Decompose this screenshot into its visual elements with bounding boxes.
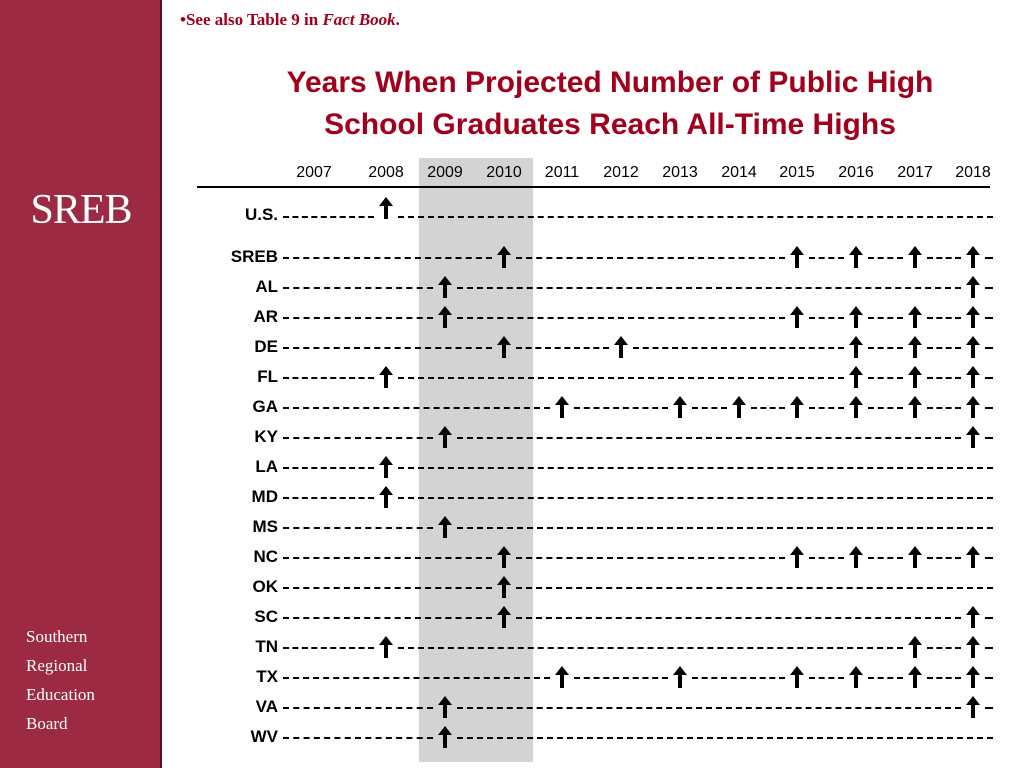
dash-line [283,216,374,218]
all-time-high-arrow-icon [849,666,863,688]
row-label-fl: FL [257,367,278,386]
dash-line [809,557,844,559]
all-time-high-arrow-icon [966,606,980,628]
note-prefix: •See also Table 9 in [180,10,323,29]
all-time-high-arrow-icon [497,576,511,598]
all-time-high-arrow-icon [908,396,922,418]
all-time-high-arrow-icon [790,246,804,268]
dash-line [985,377,993,379]
all-time-high-arrow-icon [438,696,452,718]
dash-line [868,677,903,679]
dash-line [868,257,903,259]
year-header-2017: 2017 [897,164,933,181]
dash-line [868,347,903,349]
all-time-high-arrow-icon [497,606,511,628]
row-label-md: MD [251,487,278,506]
dash-line [927,377,961,379]
row-label-de: DE [254,337,278,356]
row-label-nc: NC [253,547,278,566]
row-label-sc: SC [254,607,278,626]
all-time-high-arrow-icon [790,396,804,418]
year-header-2007: 2007 [296,164,332,181]
dash-line [985,347,993,349]
dash-line [985,257,993,259]
dash-line [985,437,993,439]
all-time-high-arrow-icon [966,636,980,658]
dash-line [809,407,844,409]
dash-line [985,287,993,289]
all-time-high-arrow-icon [966,666,980,688]
dash-line [398,467,993,469]
all-time-high-arrow-icon [966,426,980,448]
year-header-2018: 2018 [955,164,991,181]
dash-line [398,377,844,379]
dash-line [927,317,961,319]
dash-line [457,707,961,709]
dash-line [283,257,492,259]
all-time-high-arrow-icon [849,306,863,328]
row-label-la: LA [255,457,278,476]
all-time-high-arrow-icon [966,366,980,388]
dash-line [398,497,993,499]
year-header-2015: 2015 [779,164,815,181]
all-time-high-arrow-icon [790,306,804,328]
all-time-high-arrow-icon [497,336,511,358]
row-label-va: VA [255,697,278,716]
title-line: School Graduates Reach All-Time Highs [324,108,896,141]
dash-line [516,557,785,559]
slide-title [200,62,1020,146]
dash-line [398,647,903,649]
dash-line [985,647,993,649]
dash-line [574,407,668,409]
all-time-high-arrow-icon [908,306,922,328]
dash-line [457,437,961,439]
all-time-high-arrow-icon [966,246,980,268]
note-suffix: . [395,10,400,29]
row-label-ok: OK [252,577,278,596]
all-time-high-arrow-icon [966,546,980,568]
all-time-high-arrow-icon [908,246,922,268]
dash-line [927,407,961,409]
dash-line [398,216,993,218]
all-time-high-arrow-icon [966,396,980,418]
all-time-high-arrow-icon [908,636,922,658]
dash-line [516,617,961,619]
dash-line [457,317,785,319]
dash-line [927,557,961,559]
dash-line [927,347,961,349]
dash-line [283,497,374,499]
dash-line [692,407,727,409]
all-time-high-arrow-icon [849,366,863,388]
all-time-high-arrow-icon [966,696,980,718]
all-time-high-arrow-icon [732,396,746,418]
dash-line [283,287,433,289]
title-line: Years When Projected Number of Public High [286,66,934,99]
all-time-high-arrow-icon [497,546,511,568]
dash-line [868,557,903,559]
note-book-title: Fact Book [322,10,396,29]
all-time-high-arrow-icon [966,336,980,358]
row-label-sreb: SREB [230,247,278,266]
dash-line [751,407,785,409]
all-time-high-arrow-icon [379,636,393,658]
reference-note [180,10,400,30]
dash-line [283,347,492,349]
row-label-ky: KY [254,427,278,446]
year-header-2012: 2012 [603,164,639,181]
all-time-high-arrow-icon [438,726,452,748]
year-header-2013: 2013 [662,164,698,181]
dash-line [927,647,961,649]
header-rule [197,186,990,188]
dash-line [457,527,993,529]
dash-line [283,377,374,379]
org-line: Education [26,685,95,704]
all-time-high-arrow-icon [614,336,628,358]
org-line: Southern [26,627,88,646]
dash-line [283,707,433,709]
all-time-high-arrow-icon [438,426,452,448]
brand-name: SREB [30,187,132,233]
all-time-high-arrow-icon [438,516,452,538]
dash-line [985,677,993,679]
all-time-high-arrow-icon [908,666,922,688]
dash-line [283,527,433,529]
dash-line [283,437,433,439]
dash-line [868,317,903,319]
dash-line [809,317,844,319]
all-time-high-arrow-icon [908,546,922,568]
dash-line [283,677,550,679]
all-time-high-arrow-icon [379,366,393,388]
dash-line [868,377,903,379]
row-label-wv: WV [250,727,278,746]
year-header-2016: 2016 [838,164,874,181]
dash-line [516,587,993,589]
all-time-high-arrow-icon [790,546,804,568]
dash-line [809,257,844,259]
all-time-high-arrow-icon [379,456,393,478]
all-time-high-arrow-icon [849,396,863,418]
all-time-high-arrow-icon [673,396,687,418]
row-label-us: U.S. [244,205,278,224]
dash-line [516,347,609,349]
dash-line [868,407,903,409]
dash-line [457,737,993,739]
all-time-high-arrow-icon [908,336,922,358]
organization-name [26,622,95,738]
all-time-high-arrow-icon [438,306,452,328]
all-time-high-arrow-icon [673,666,687,688]
all-time-high-arrow-icon [555,396,569,418]
dash-line [809,677,844,679]
row-label-tx: TX [256,667,278,686]
all-time-high-arrow-icon [849,336,863,358]
dash-line [574,677,668,679]
dash-line [927,257,961,259]
all-time-high-arrow-icon [849,546,863,568]
dash-line [985,557,993,559]
dash-line [985,617,993,619]
org-line: Regional [26,656,88,675]
dash-line [283,467,374,469]
all-time-high-arrow-icon [790,666,804,688]
year-header-2009: 2009 [427,164,463,181]
row-label-ga: GA [252,397,278,416]
sidebar [0,0,162,768]
year-header-2008: 2008 [368,164,404,181]
row-label-tn: TN [255,637,278,656]
all-time-high-arrow-icon [379,197,393,219]
year-header-2010: 2010 [486,164,522,181]
org-line: Board [26,714,68,733]
all-time-high-arrow-icon [555,666,569,688]
row-label-ar: AR [253,307,278,326]
year-header-2011: 2011 [544,164,580,181]
dash-line [283,737,433,739]
dash-line [985,407,993,409]
dash-line [516,257,785,259]
all-time-high-arrow-icon [379,486,393,508]
dash-line [283,647,374,649]
row-label-al: AL [255,277,278,296]
dash-line [283,587,492,589]
dash-line [283,557,492,559]
dash-line [457,287,961,289]
row-label-ms: MS [252,517,278,536]
all-time-high-arrow-icon [966,276,980,298]
dash-line [985,707,993,709]
dash-line [985,317,993,319]
all-time-high-arrow-icon [908,366,922,388]
all-time-high-arrow-icon [497,246,511,268]
dash-line [283,617,492,619]
dash-line [283,407,550,409]
year-header-2014: 2014 [721,164,757,181]
shaded-years-band [419,158,533,762]
all-time-high-arrow-icon [438,276,452,298]
all-time-high-arrow-icon [849,246,863,268]
dash-line [692,677,785,679]
dash-line [633,347,844,349]
dash-line [927,677,961,679]
dash-line [283,317,433,319]
all-time-high-arrow-icon [966,306,980,328]
